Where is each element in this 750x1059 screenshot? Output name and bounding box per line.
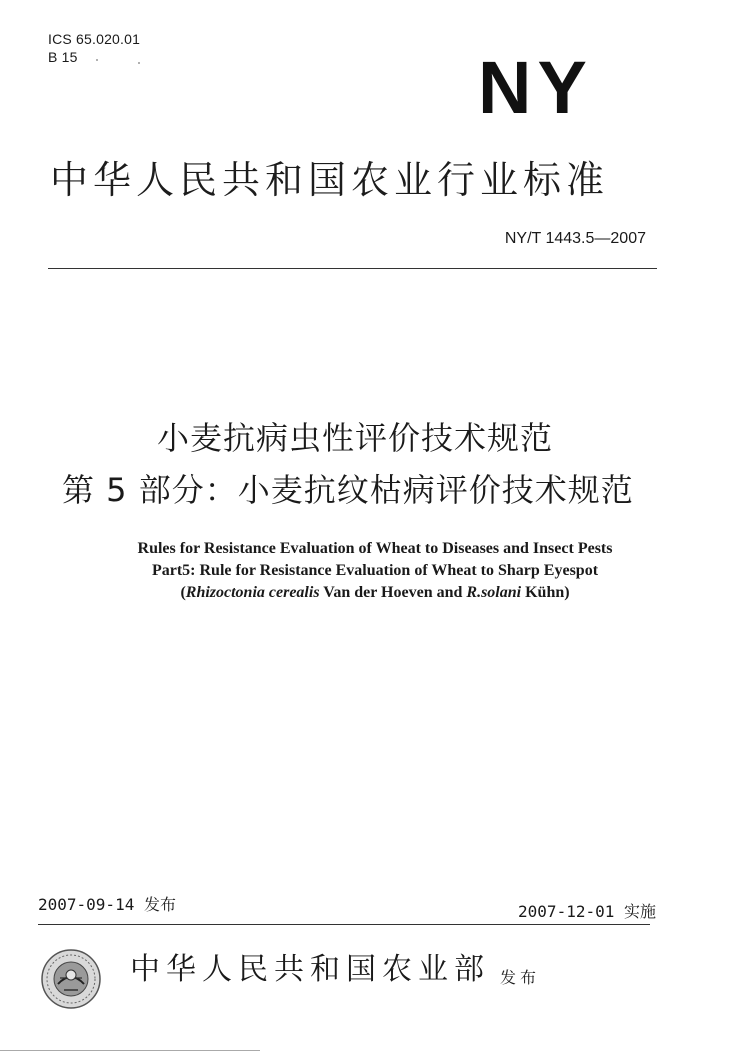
page-bottom-edge (0, 1050, 260, 1051)
publish-label: 发布 (500, 968, 541, 987)
species-name-1: Rhizoctonia cerealis (185, 584, 320, 601)
footer-divider (38, 924, 650, 925)
title-en-end: Kühn) (521, 584, 570, 601)
ics-code: ICS 65.020.01 (48, 31, 141, 47)
issuing-ministry: 中华人民共和国农业部 (130, 952, 490, 987)
title-cn-part: 第 5 部分：小麦抗纹枯病评价技术规范 (62, 471, 634, 509)
title-en-line1: Rules for Resistance Evaluation of Wheat to Diseases and Insect Pests (137, 540, 613, 557)
standard-class-title: 中华人民共和国农业行业标准 (50, 158, 610, 202)
title-en-line3 (60, 582, 690, 604)
issue-date: 2007-09-14 发布 (38, 895, 176, 914)
classification-codes (48, 30, 140, 66)
title-en-mid: Van der Hoeven and (319, 584, 467, 601)
ny-logo: NY (478, 46, 593, 129)
title-en-paren: ( (180, 584, 186, 601)
scan-speck (96, 59, 98, 61)
scan-speck (138, 62, 140, 64)
title-cn-main: 小麦抗病虫性评价技术规范 (156, 419, 553, 457)
ccs-code: B 15 (48, 49, 78, 65)
header-divider (48, 268, 657, 269)
ministry-emblem-icon (40, 948, 102, 1010)
title-en-line2: Part5: Rule for Resistance Evaluation of Wheat to Sharp Eyespot (151, 562, 599, 579)
implementation-date: 2007-12-01 实施 (518, 902, 656, 921)
species-name-2: R.solani (466, 584, 522, 601)
title-en (60, 538, 690, 604)
standard-number: NY/T 1443.5—2007 (504, 230, 646, 247)
